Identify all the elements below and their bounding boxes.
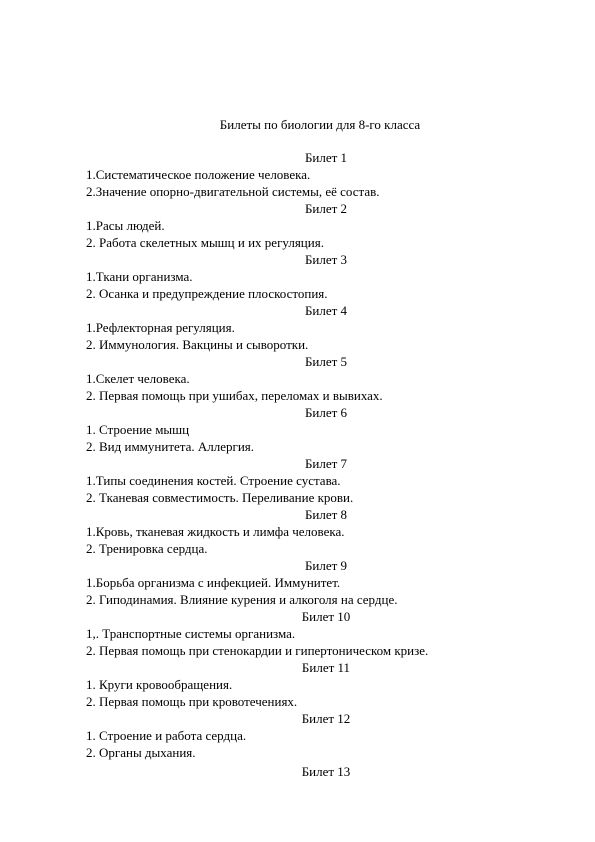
question-1: 1,. Транспортные системы организма. — [86, 626, 296, 641]
question-1: 1. Строение мышц — [86, 422, 190, 437]
ticket-heading: Билет 3 — [304, 252, 348, 267]
ticket-7 — [86, 455, 556, 506]
ticket-heading: Билет 5 — [304, 354, 348, 369]
question-1: 1.Ткани организма. — [86, 269, 193, 284]
ticket-heading: Билет 4 — [304, 303, 348, 318]
question-2: 2. Иммунология. Вакцины и сыворотки. — [86, 337, 309, 352]
ticket-1 — [86, 149, 556, 200]
question-2: 2. Осанка и предупреждение плоскостопия. — [86, 286, 328, 301]
question-1: 1.Скелет человека. — [86, 371, 190, 386]
ticket-heading: Билет 12 — [301, 711, 351, 726]
ticket-4 — [86, 302, 556, 353]
ticket-heading: Билет 8 — [304, 507, 348, 522]
ticket-heading: Билет 2 — [304, 201, 348, 216]
ticket-heading: Билет 6 — [304, 405, 348, 420]
ticket-list — [86, 149, 556, 780]
document-title: Билеты по биологии для 8-го класса — [219, 117, 421, 132]
ticket-heading-13: Билет 13 — [301, 764, 351, 779]
question-2: 2. Гиподинамия. Влияние курения и алкоголя на сердце. — [86, 592, 398, 607]
question-1: 1.Рефлекторная регуляция. — [86, 320, 235, 335]
ticket-10 — [86, 608, 556, 659]
ticket-12 — [86, 710, 556, 761]
question-2: 2. Первая помощь при стенокардии и гипертоническом кризе. — [86, 643, 429, 658]
ticket-heading: Билет 1 — [304, 150, 348, 165]
ticket-11 — [86, 659, 556, 710]
ticket-3 — [86, 251, 556, 302]
question-2: 2. Тканевая совместимость. Переливание крови. — [86, 490, 354, 505]
question-1: 1.Систематическое положение человека. — [86, 167, 311, 182]
question-1: 1. Круги кровообращения. — [86, 677, 233, 692]
question-2: 2. Тренировка сердца. — [86, 541, 208, 556]
ticket-heading: Билет 9 — [304, 558, 348, 573]
ticket-heading: Билет 10 — [301, 609, 351, 624]
question-1: 1.Расы людей. — [86, 218, 165, 233]
question-2: 2. Вид иммунитета. Аллергия. — [86, 439, 255, 454]
question-2: 2. Органы дыхания. — [86, 745, 196, 760]
question-2: 2.Значение опорно-двигательной системы, её состав. — [86, 184, 380, 199]
ticket-8 — [86, 506, 556, 557]
question-1: 1.Борьба организма с инфекцией. Иммунитет. — [86, 575, 341, 590]
question-2: 2. Работа скелетных мышц и их регуляция. — [86, 235, 324, 250]
ticket-2 — [86, 200, 556, 251]
ticket-heading: Билет 11 — [301, 660, 351, 675]
ticket-9 — [86, 557, 556, 608]
question-1: 1.Кровь, тканевая жидкость и лимфа человека. — [86, 524, 345, 539]
ticket-6 — [86, 404, 556, 455]
question-1: 1. Строение и работа сердца. — [86, 728, 247, 743]
ticket-heading: Билет 7 — [304, 456, 348, 471]
question-2: 2. Первая помощь при ушибах, переломах и вывихах. — [86, 388, 383, 403]
question-1: 1.Типы соединения костей. Строение сустава. — [86, 473, 341, 488]
question-2: 2. Первая помощь при кровотечениях. — [86, 694, 298, 709]
ticket-5 — [86, 353, 556, 404]
